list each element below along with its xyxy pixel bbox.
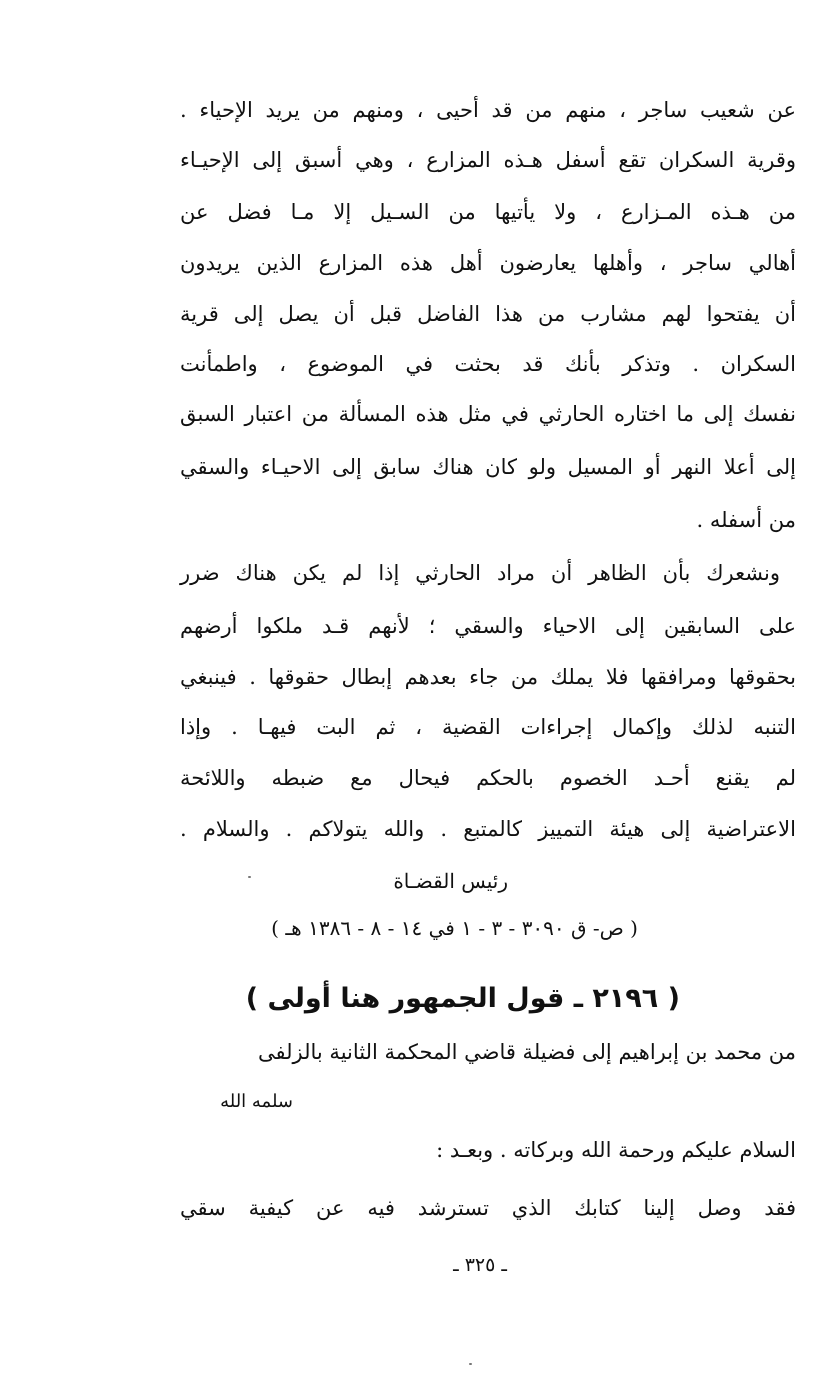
paragraph-2-line-1: ونشعرك بأن الظاهر أن مراد الحارثي إذا لم يكن هناك ضرر [180,561,780,585]
signature: رئيس القضـاة [393,869,508,893]
paragraph-2-line-2: على السابقين إلى الاحياء والسقي ؛ لأنهم قـد ملكوا أرضهم [180,614,796,638]
section-heading: ( ٢١٩٦ ـ قول الجمهور هنا أولى ) [245,983,680,1014]
scan-speck [248,876,251,878]
address-blessing: سلمه الله [220,1091,293,1112]
paragraph-2-line-6: الاعتراضية إلى هيئة التمييز كالمتبع . والله يتولاكم . والسلام . [180,817,796,841]
greeting-line: السلام عليكم ورحمة الله وبركاته . وبعـد : [436,1138,796,1162]
paragraph-1-line-3: من هـذه المـزارع ، ولا يأتيها من السـيل إلا مـا فضل عن [180,200,796,224]
paragraph-1-line-6: السكران . وتذكر بأنك قد بحثت في الموضوع ، واطمأنت [180,352,796,376]
document-reference: ( ص- ق ٣٠٩٠ - ٣ - ١ في ١٤ - ٨ - ١٣٨٦ هـ ) [271,916,638,940]
paragraph-1-line-2: وقرية السكران تقع أسفل هـذه المزارع ، وهي أسبق إلى الإحيـاء [180,148,796,172]
letter-body-line: فقد وصل إلينا كتابك الذي تسترشد فيه عن كيفية سقي [180,1196,796,1220]
paragraph-2-line-5: لم يقنع أحـد الخصوم بالحكم فيحال مع ضبطه واللائحة [180,766,796,790]
scan-speck [469,1363,472,1365]
paragraph-1-line-8: إلى أعلا النهر أو المسيل ولو كان هناك سابق إلى الاحيـاء والسقي [180,455,797,479]
address-line: من محمد بن إبراهيم إلى فضيلة قاضي المحكمة الثانية بالزلفى [258,1040,796,1064]
paragraph-2-line-3: بحقوقها ومرافقها فلا يملك من جاء بعدهم إبطال حقوقها . فينبغي [180,665,796,689]
page-number: ـ ٣٢٥ ـ [453,1254,507,1276]
paragraph-1-line-9: من أسفله . [696,508,796,532]
paragraph-1-line-7: نفسك إلى ما اختاره الحارثي في مثل هذه المسألة من اعتبار السبق [180,402,796,426]
paragraph-1-line-1: عن شعيب ساجر ، منهم من قد أحيى ، ومنهم من يريد الإحياء . [180,98,796,122]
paragraph-1-line-4: أهالي ساجر ، وأهلها يعارضون أهل هذه المزارع الذين يريدون [180,251,796,275]
paragraph-2-line-4: التنبه لذلك وإكمال إجراءات القضية ، ثم البت فيهـا . وإذا [180,715,796,739]
paragraph-1-line-5: أن يفتحوا لهم مشارب من هذا الفاضل قبل أن يصل إلى قرية [180,302,796,326]
